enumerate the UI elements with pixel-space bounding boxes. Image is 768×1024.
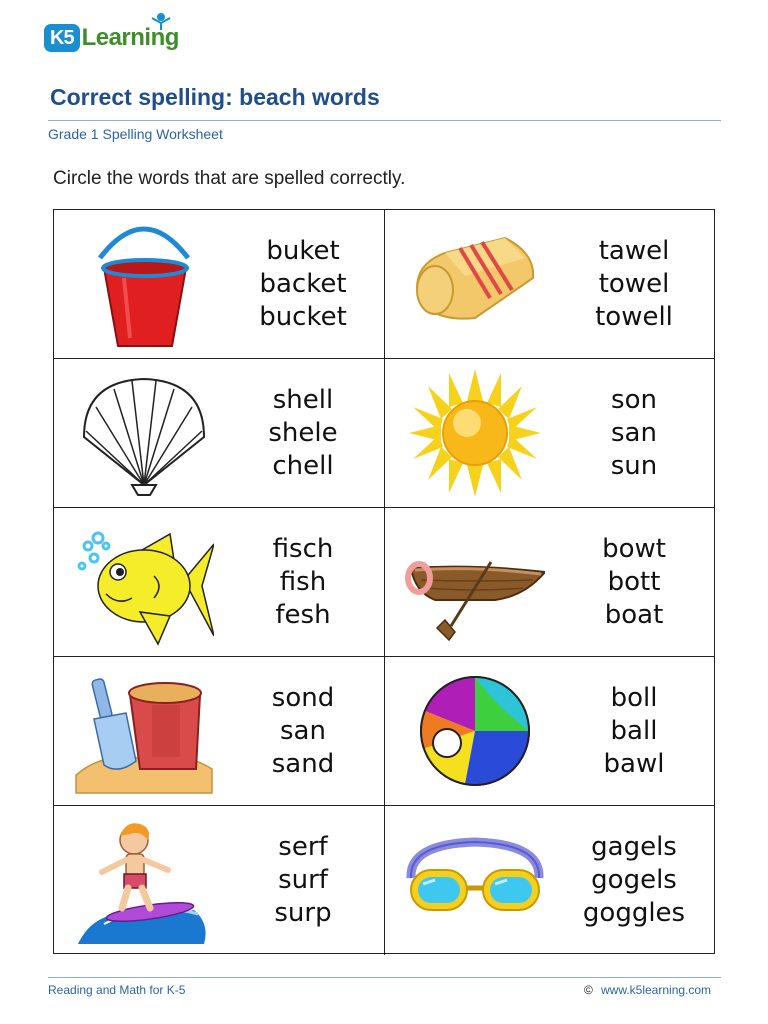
item-cell [54,657,385,806]
word-choices [238,657,368,805]
word-choices [569,806,699,955]
word-choices [569,508,699,656]
item-cell [54,508,385,657]
shell-icon [74,367,214,499]
logo-k5-badge: K5 [44,24,80,52]
item-cell [385,657,714,806]
bucket-icon [74,218,214,350]
word-option[interactable]: sun [610,450,658,481]
footer-url-link[interactable]: www.k5learning.com [601,983,712,997]
word-option[interactable]: bott [607,566,661,597]
sun-icon [405,367,545,499]
word-option[interactable]: boll [610,682,658,713]
item-cell [385,210,714,359]
word-choices [569,210,699,358]
copyright-symbol: © [584,983,593,997]
word-option[interactable]: sand [271,748,335,779]
word-option[interactable]: buket [266,235,340,266]
word-option[interactable]: goggles [582,898,686,928]
word-option[interactable]: san [280,715,326,746]
word-option[interactable]: bucket [259,301,347,332]
word-option[interactable]: backet [259,268,347,299]
word-option[interactable]: ball [610,715,658,746]
word-option[interactable]: san [611,417,657,448]
sand-icon [74,665,214,797]
item-cell [385,359,714,508]
word-option[interactable]: son [611,384,657,415]
goggles-icon [405,814,545,946]
logo-text: Learning [81,24,179,51]
word-option[interactable]: serf [278,832,328,862]
word-option[interactable]: towel [598,268,670,299]
ball-icon [405,665,545,797]
towel-icon [405,218,545,350]
item-cell [385,806,714,955]
word-option[interactable]: boat [604,599,664,630]
title-divider [48,120,721,121]
logo-figure-icon [150,12,172,32]
word-option[interactable]: tawel [598,235,670,266]
word-option[interactable]: fisch [272,533,334,564]
surf-icon [74,814,214,946]
k5-learning-logo [44,18,179,58]
footer-divider [48,977,721,978]
word-choices [238,359,368,507]
word-option[interactable]: fish [279,566,327,597]
word-option[interactable]: bawl [603,748,665,779]
word-option[interactable]: fesh [275,599,331,630]
item-cell [54,210,385,359]
word-choices [238,806,368,955]
word-choices [238,508,368,656]
item-cell [54,806,385,955]
word-option[interactable]: gagels [591,832,677,862]
boat-icon [405,516,545,648]
worksheet-grid [53,209,715,954]
fish-icon [74,516,214,648]
word-option[interactable]: surp [274,898,332,928]
word-option[interactable]: sond [271,682,335,713]
footer-tagline: Reading and Math for K-5 [48,983,186,997]
item-cell [54,359,385,508]
word-choices [569,657,699,805]
instruction-text: Circle the words that are spelled correctly. [53,168,406,189]
item-cell [385,508,714,657]
word-option[interactable]: bowt [602,533,666,564]
word-choices [238,210,368,358]
word-option[interactable]: chell [272,450,334,481]
word-option[interactable]: surf [278,865,328,895]
word-choices [569,359,699,507]
page-title: Correct spelling: beach words [50,84,380,110]
word-option[interactable]: shele [268,417,338,448]
word-option[interactable]: gogels [591,865,677,895]
page-subtitle: Grade 1 Spelling Worksheet [48,126,223,142]
word-option[interactable]: shell [272,384,334,415]
word-option[interactable]: towell [595,301,673,332]
